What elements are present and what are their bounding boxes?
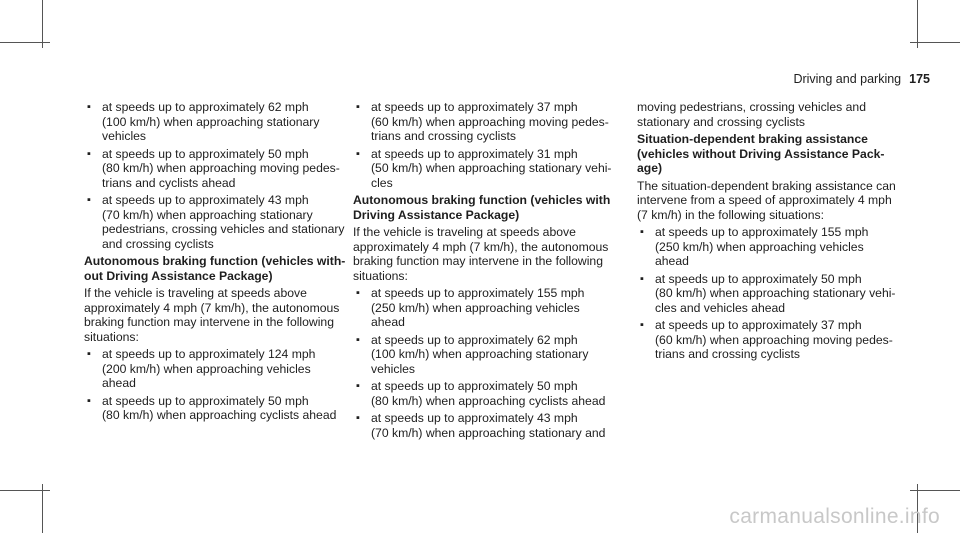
text-column-2 xyxy=(353,100,615,443)
text-line: (vehicles without Driving Assistance Pack- xyxy=(637,146,885,161)
text-line: trians and crossing cyclists xyxy=(655,347,800,361)
text-line: (80 km/h) when approaching cyclists ahead xyxy=(102,408,337,422)
text-line: at speeds up to approximately 62 mph xyxy=(371,332,578,347)
text-column-3 xyxy=(637,100,899,365)
text-line: Autonomous braking function (vehicles with xyxy=(353,193,611,207)
bullet-item xyxy=(84,193,346,251)
text-line: (100 km/h) when approaching stationary xyxy=(371,347,589,361)
section-heading xyxy=(353,193,615,222)
text-line: at speeds up to approximately 50 mph xyxy=(371,379,578,393)
text-line: (250 km/h) when approaching vehicles xyxy=(655,239,864,254)
text-line: at speeds up to approximately 50 mph xyxy=(655,271,862,286)
text-line: Autonomous braking function (vehicles with- xyxy=(84,254,346,268)
text-line: ahead xyxy=(655,254,689,268)
text-line: cles xyxy=(371,175,393,190)
text-line: situations: xyxy=(353,268,408,283)
text-line: (70 km/h) when approaching stationary xyxy=(102,207,313,222)
section-heading xyxy=(84,254,346,283)
bullet-icon: ▪ xyxy=(640,319,644,331)
bullet-icon: ▪ xyxy=(640,272,644,285)
text-line: intervene from a speed of approximately 4 mph xyxy=(637,193,892,207)
text-line: at speeds up to approximately 37 mph xyxy=(371,100,578,114)
text-line: If the vehicle is traveling at speeds above xyxy=(84,286,307,300)
text-line: braking function may intervene in the following xyxy=(84,315,334,329)
text-line: situations: xyxy=(84,329,139,344)
section-title: Driving and parking xyxy=(793,72,902,86)
bullet-icon: ▪ xyxy=(87,194,91,206)
crop-mark xyxy=(917,0,918,48)
crop-mark xyxy=(42,484,43,533)
text-line: at speeds up to approximately 155 mph xyxy=(371,286,585,300)
text-line: out Driving Assistance Package) xyxy=(84,268,273,283)
text-line: The situation-dependent braking assistance can xyxy=(637,178,896,193)
text-line: trians and crossing cyclists xyxy=(371,129,516,143)
text-line: at speeds up to approximately 124 mph xyxy=(102,347,316,361)
paragraph xyxy=(637,100,899,129)
text-line: ahead xyxy=(371,315,405,329)
text-line: (60 km/h) when approaching moving pedes- xyxy=(371,114,609,129)
bullet-item xyxy=(84,100,346,144)
bullet-icon: ▪ xyxy=(87,394,91,407)
bullet-icon: ▪ xyxy=(356,412,360,424)
bullet-icon: ▪ xyxy=(87,348,91,360)
text-line: at speeds up to approximately 37 mph xyxy=(655,318,862,332)
bullet-icon: ▪ xyxy=(356,333,360,346)
text-line: (80 km/h) when approaching moving pedes- xyxy=(102,161,340,175)
text-line: at speeds up to approximately 31 mph xyxy=(371,146,578,161)
text-line: at speeds up to approximately 50 mph xyxy=(102,146,309,161)
crop-mark xyxy=(42,0,43,48)
bullet-item xyxy=(84,147,346,191)
bullet-item xyxy=(637,272,899,316)
text-line: approximately 4 mph (7 km/h), the autonomous xyxy=(84,300,340,315)
text-line: cles and vehicles ahead xyxy=(655,300,786,315)
paragraph xyxy=(84,286,346,344)
bullet-icon: ▪ xyxy=(356,380,360,392)
text-line: at speeds up to approximately 43 mph xyxy=(102,193,309,207)
text-line: at speeds up to approximately 62 mph xyxy=(102,100,309,114)
text-line: at speeds up to approximately 155 mph xyxy=(655,225,869,239)
text-line: (50 km/h) when approaching stationary vehi- xyxy=(371,161,612,175)
text-line: braking function may intervene in the following xyxy=(353,254,603,268)
text-line: (80 km/h) when approaching cyclists ahead xyxy=(371,393,606,408)
page-number: 175 xyxy=(909,72,930,86)
crop-mark xyxy=(0,42,50,43)
text-line: (60 km/h) when approaching moving pedes- xyxy=(655,332,893,347)
text-line: If the vehicle is traveling at speeds above xyxy=(353,225,576,239)
bullet-icon: ▪ xyxy=(356,287,360,299)
bullet-icon: ▪ xyxy=(87,147,91,160)
bullet-item xyxy=(353,333,615,377)
text-line: (70 km/h) when approaching stationary and xyxy=(371,425,606,440)
text-line: and crossing cyclists xyxy=(102,236,214,251)
text-line: ahead xyxy=(102,376,136,390)
paragraph xyxy=(637,179,899,223)
text-line: stationary and crossing cyclists xyxy=(637,114,805,129)
text-line: (100 km/h) when approaching stationary xyxy=(102,114,320,129)
text-line: trians and cyclists ahead xyxy=(102,175,236,190)
text-line: (250 km/h) when approaching vehicles xyxy=(371,300,580,315)
text-line: at speeds up to approximately 50 mph xyxy=(102,393,309,408)
text-line: Situation-dependent braking assistance xyxy=(637,132,868,146)
crop-mark xyxy=(0,490,50,491)
crop-mark xyxy=(910,490,960,491)
text-line: approximately 4 mph (7 km/h), the autonomous xyxy=(353,239,609,254)
text-line: at speeds up to approximately 43 mph xyxy=(371,411,578,425)
crop-mark xyxy=(910,42,960,43)
text-line: moving pedestrians, crossing vehicles and xyxy=(637,100,866,114)
bullet-icon: ▪ xyxy=(640,226,644,238)
bullet-item xyxy=(353,379,615,408)
paragraph xyxy=(353,225,615,283)
bullet-item xyxy=(637,318,899,362)
bullet-item xyxy=(353,100,615,144)
text-line: (80 km/h) when approaching stationary vehi- xyxy=(655,286,896,300)
bullet-icon: ▪ xyxy=(87,101,91,113)
bullet-item xyxy=(84,394,346,423)
bullet-item xyxy=(353,411,615,440)
text-line: Driving Assistance Package) xyxy=(353,207,520,222)
text-line: age) xyxy=(637,161,663,175)
text-line: pedestrians, crossing vehicles and stationary xyxy=(102,222,345,236)
text-line: vehicles xyxy=(102,129,147,143)
bullet-item xyxy=(353,286,615,330)
section-heading xyxy=(637,132,899,176)
text-line: (200 km/h) when approaching vehicles xyxy=(102,361,311,376)
bullet-icon: ▪ xyxy=(356,147,360,160)
text-column-1 xyxy=(84,100,346,426)
bullet-item xyxy=(353,147,615,191)
text-line: vehicles xyxy=(371,361,416,376)
page-header xyxy=(793,72,930,86)
bullet-icon: ▪ xyxy=(356,101,360,113)
bullet-item xyxy=(84,347,346,391)
text-line: (7 km/h) in the following situations: xyxy=(637,207,824,222)
bullet-item xyxy=(637,225,899,269)
watermark: carmanualsonline.info xyxy=(729,505,940,528)
